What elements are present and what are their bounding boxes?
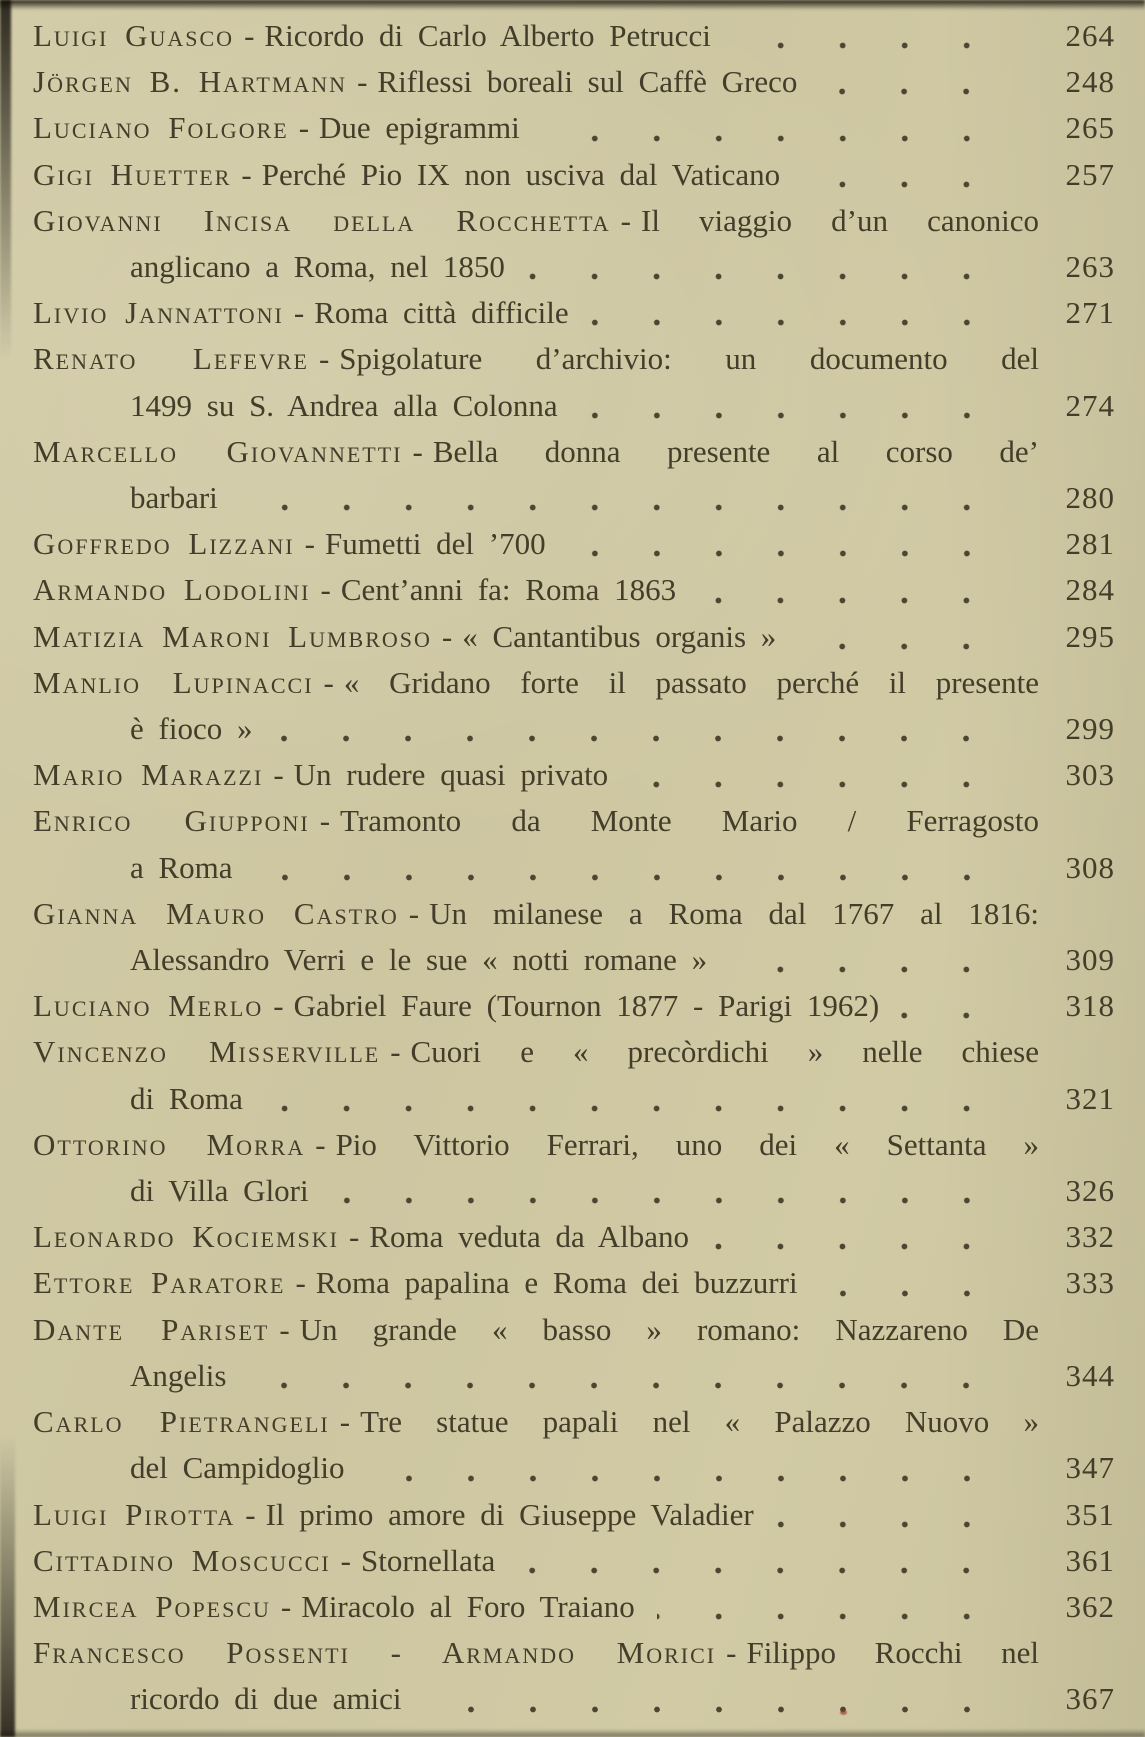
toc-entry bbox=[33, 798, 1115, 890]
entry-author: Ottorino Morra bbox=[33, 1126, 306, 1162]
entry-page-number: 308 bbox=[1065, 849, 1115, 885]
dot-leader bbox=[810, 1260, 1037, 1306]
entry-line-first bbox=[33, 152, 1115, 198]
entry-title: Pio Vittorio Ferrari, uno dei « Settanta » bbox=[335, 1126, 1040, 1162]
scan-edge-left-bottom bbox=[0, 1437, 15, 1737]
entry-separator: - bbox=[390, 1034, 401, 1070]
toc-entry bbox=[33, 983, 1115, 1029]
entry-title-continued: è fioco » bbox=[130, 711, 253, 747]
entry-author: Jörgen B. Hartmann bbox=[33, 64, 348, 100]
toc-entry bbox=[33, 13, 1115, 59]
entry-author: Armando Lodolini bbox=[33, 572, 311, 608]
table-of-contents bbox=[33, 13, 1115, 1723]
entry-author: Dante Pariset bbox=[33, 1311, 270, 1347]
entry-title-continued: Alessandro Verri e le sue « notti romane » bbox=[130, 942, 708, 978]
entry-line-first bbox=[33, 614, 1115, 660]
scan-edge-top bbox=[0, 0, 1145, 10]
entry-title-continued: anglicano a Roma, nel 1850 bbox=[130, 249, 505, 285]
entry-line-continuation bbox=[33, 845, 1115, 891]
entry-separator: - bbox=[298, 110, 310, 146]
entry-line-first bbox=[33, 521, 1115, 567]
entry-page-number: 303 bbox=[1065, 757, 1115, 793]
entry-title-continued: di Roma bbox=[130, 1080, 243, 1116]
entry-author: Giovanni Incisa della Rocchetta bbox=[33, 202, 611, 238]
entry-author: Matizia Maroni Lumbroso bbox=[33, 618, 432, 654]
entry-line-first bbox=[33, 13, 1115, 59]
entry-page-number: 274 bbox=[1065, 387, 1115, 423]
entry-page-number: 263 bbox=[1065, 249, 1115, 285]
entry-page-number: 347 bbox=[1065, 1450, 1115, 1486]
entry-page-number: 264 bbox=[1065, 18, 1115, 53]
toc-entry bbox=[33, 660, 1115, 752]
scan-edge-bottom bbox=[0, 1729, 1145, 1737]
dot-leader bbox=[532, 105, 1037, 151]
dot-leader bbox=[321, 1168, 1037, 1214]
toc-entry bbox=[33, 1399, 1115, 1491]
entry-line-continuation bbox=[33, 1353, 1115, 1399]
entry-author: Livio Jannattoni bbox=[33, 295, 284, 331]
entry-title: Due epigrammi bbox=[319, 110, 520, 146]
entry-title: Cuori e « precòrdichi » nelle chiese bbox=[410, 1034, 1039, 1070]
entry-page-number: 284 bbox=[1065, 572, 1115, 608]
entry-line-first bbox=[33, 1260, 1115, 1306]
entry-title: Un grande « basso » romano: Nazzareno De bbox=[299, 1311, 1040, 1347]
toc-entry bbox=[33, 1307, 1115, 1399]
dot-leader bbox=[245, 845, 1037, 891]
entry-line-continuation bbox=[33, 244, 1115, 290]
toc-entry bbox=[33, 891, 1115, 983]
entry-author: Mircea Popescu bbox=[33, 1588, 271, 1624]
toc-entry bbox=[33, 752, 1115, 798]
entry-separator: - bbox=[315, 1126, 326, 1162]
entry-title-continued: del Campidoglio bbox=[130, 1450, 345, 1486]
dot-leader bbox=[517, 244, 1037, 290]
entry-line-continuation bbox=[33, 1168, 1115, 1214]
entry-separator: - bbox=[348, 1219, 360, 1255]
entry-page-number: 344 bbox=[1065, 1357, 1115, 1393]
entry-title-continued: 1499 su S. Andrea alla Colonna bbox=[130, 387, 558, 423]
entry-line-first bbox=[33, 1122, 1115, 1168]
entry-separator: - bbox=[293, 295, 305, 331]
dot-leader bbox=[414, 1676, 1038, 1722]
entry-line-continuation bbox=[33, 1676, 1115, 1722]
entry-title: Filippo Rocchi nel bbox=[746, 1635, 1040, 1671]
toc-entry bbox=[33, 1214, 1115, 1260]
entry-line-first bbox=[33, 336, 1115, 382]
entry-title-continued: barbari bbox=[130, 480, 218, 516]
entry-title: Stornellata bbox=[361, 1542, 496, 1578]
toc-entry bbox=[33, 152, 1115, 198]
dot-leader bbox=[620, 752, 1037, 798]
entry-page-number: 367 bbox=[1065, 1681, 1115, 1717]
dot-leader bbox=[255, 1076, 1037, 1122]
entry-separator: - bbox=[357, 64, 368, 100]
entry-line-first bbox=[33, 59, 1115, 105]
toc-entry bbox=[33, 1584, 1115, 1630]
entry-separator: - bbox=[241, 156, 252, 192]
entry-separator: - bbox=[412, 433, 423, 469]
entry-title: Ricordo di Carlo Alberto Petrucci bbox=[264, 18, 711, 53]
toc-entry bbox=[33, 1260, 1115, 1306]
entry-title: Il viaggio d’un canonico bbox=[641, 202, 1039, 238]
entry-title: « Gridano forte il passato perché il presente bbox=[343, 664, 1039, 700]
entry-author: Gigi Huetter bbox=[33, 156, 232, 192]
toc-entry bbox=[33, 198, 1115, 290]
entry-title: Cent’anni fa: Roma 1863 bbox=[340, 572, 677, 608]
toc-entry bbox=[33, 1029, 1115, 1121]
entry-page-number: 332 bbox=[1065, 1219, 1115, 1255]
entry-line-first bbox=[33, 660, 1115, 706]
toc-entry bbox=[33, 567, 1115, 613]
dot-leader bbox=[792, 152, 1037, 198]
entry-page-number: 333 bbox=[1065, 1265, 1115, 1301]
entry-page-number: 362 bbox=[1065, 1588, 1115, 1624]
entry-title: Tramonto da Monte Mario / Ferragosto bbox=[340, 803, 1039, 839]
toc-entry bbox=[33, 336, 1115, 428]
entry-separator: - bbox=[726, 1635, 737, 1671]
entry-line-first bbox=[33, 1492, 1115, 1538]
entry-page-number: 265 bbox=[1065, 110, 1115, 146]
entry-page-number: 321 bbox=[1065, 1080, 1115, 1116]
entry-author: Vincenzo Misserville bbox=[33, 1034, 381, 1070]
entry-line-continuation bbox=[33, 706, 1115, 752]
dot-leader bbox=[230, 475, 1037, 521]
dot-leader bbox=[688, 567, 1037, 613]
entry-author: Carlo Pietrangeli bbox=[33, 1404, 330, 1440]
entry-line-first bbox=[33, 290, 1115, 336]
entry-line-first bbox=[33, 105, 1115, 151]
dot-leader bbox=[357, 1445, 1037, 1491]
entry-page-number: 318 bbox=[1065, 988, 1115, 1024]
entry-title-continued: ricordo di due amici bbox=[130, 1681, 402, 1717]
entry-author: Enrico Giupponi bbox=[33, 803, 310, 839]
entry-line-first bbox=[33, 1214, 1115, 1260]
entry-line-first bbox=[33, 798, 1115, 844]
entry-separator: - bbox=[273, 988, 284, 1024]
dot-leader bbox=[238, 1353, 1037, 1399]
entry-separator: - bbox=[279, 1311, 290, 1347]
entry-line-first bbox=[33, 1538, 1115, 1584]
dot-leader bbox=[558, 521, 1037, 567]
entry-line-first bbox=[33, 567, 1115, 613]
toc-entry bbox=[33, 521, 1115, 567]
entry-line-first bbox=[33, 983, 1115, 1029]
entry-title: Riflessi boreali sul Caffè Greco bbox=[377, 64, 798, 100]
entry-author: Goffredo Lizzani bbox=[33, 526, 295, 562]
toc-entry bbox=[33, 614, 1115, 660]
entry-title: Gabriel Faure (Tournon 1877 - Parigi 1962) bbox=[293, 988, 880, 1024]
entry-separator: - bbox=[304, 526, 315, 562]
dot-leader bbox=[507, 1538, 1037, 1584]
scan-edge-left-top bbox=[0, 0, 11, 360]
toc-entry bbox=[33, 429, 1115, 521]
entry-author: Manlio Lupinacci bbox=[33, 664, 314, 700]
entry-line-first bbox=[33, 1584, 1115, 1630]
entry-title: Spigolature d’archivio: un documento del bbox=[339, 341, 1039, 377]
entry-line-continuation bbox=[33, 475, 1115, 521]
toc-entry bbox=[33, 290, 1115, 336]
entry-line-first bbox=[33, 429, 1115, 475]
entry-line-first bbox=[33, 1029, 1115, 1075]
entry-title: Bella donna presente al corso de’ bbox=[432, 433, 1039, 469]
entry-title: Il primo amore di Giuseppe Valadier bbox=[265, 1496, 754, 1532]
entry-author: Renato Lefevre bbox=[33, 341, 309, 377]
toc-entry bbox=[33, 105, 1115, 151]
entry-separator: - bbox=[244, 18, 255, 53]
entry-title: Fumetti del ’700 bbox=[324, 526, 546, 562]
entry-title: Tre statue papali nel « Palazzo Nuovo » bbox=[360, 1404, 1039, 1440]
dot-leader bbox=[647, 1584, 1037, 1630]
entry-author: Marcello Giovannetti bbox=[33, 433, 403, 469]
entry-page-number: 257 bbox=[1065, 156, 1115, 192]
entry-page-number: 281 bbox=[1065, 526, 1115, 562]
entry-title: Perché Pio IX non usciva dal Vaticano bbox=[261, 156, 781, 192]
entry-author: Luciano Merlo bbox=[33, 988, 264, 1024]
toc-entry bbox=[33, 1630, 1115, 1722]
entry-page-number: 361 bbox=[1065, 1542, 1115, 1578]
entry-line-continuation bbox=[33, 1445, 1115, 1491]
dot-leader bbox=[891, 983, 1037, 1029]
entry-title-continued: di Villa Glori bbox=[130, 1173, 309, 1209]
entry-separator: - bbox=[319, 803, 331, 839]
dot-leader bbox=[809, 59, 1037, 105]
entry-page-number: 295 bbox=[1065, 618, 1115, 654]
entry-separator: - bbox=[620, 202, 631, 238]
dot-leader bbox=[766, 1492, 1037, 1538]
entry-author: Luciano Folgore bbox=[33, 110, 289, 146]
scan-speck bbox=[840, 1710, 847, 1715]
toc-entry bbox=[33, 1492, 1115, 1538]
entry-separator: - bbox=[323, 664, 334, 700]
entry-author: Leonardo Kociemski bbox=[33, 1219, 339, 1255]
entry-separator: - bbox=[441, 618, 453, 654]
dot-leader bbox=[723, 13, 1037, 59]
entry-line-first bbox=[33, 1399, 1115, 1445]
entry-line-first bbox=[33, 1630, 1115, 1676]
entry-page-number: 326 bbox=[1065, 1173, 1115, 1209]
entry-title: « Cantantibus organis » bbox=[462, 618, 777, 654]
dot-leader bbox=[581, 290, 1037, 336]
entry-title: Roma papalina e Roma dei buzzurri bbox=[315, 1265, 798, 1301]
entry-separator: - bbox=[408, 895, 420, 931]
entry-separator: - bbox=[340, 1542, 351, 1578]
entry-page-number: 280 bbox=[1065, 480, 1115, 516]
toc-entry bbox=[33, 1122, 1115, 1214]
dot-leader bbox=[788, 614, 1037, 660]
entry-line-continuation bbox=[33, 1076, 1115, 1122]
entry-line-continuation bbox=[33, 937, 1115, 983]
dot-leader bbox=[570, 383, 1037, 429]
entry-page-number: 299 bbox=[1065, 711, 1115, 747]
entry-line-first bbox=[33, 1307, 1115, 1353]
entry-separator: - bbox=[318, 341, 330, 377]
entry-separator: - bbox=[320, 572, 331, 608]
entry-author: Luigi Pirotta bbox=[33, 1496, 236, 1532]
toc-entry bbox=[33, 1538, 1115, 1584]
entry-author: Ettore Paratore bbox=[33, 1265, 286, 1301]
entry-title: Miracolo al Foro Traiano bbox=[301, 1588, 635, 1624]
entry-separator: - bbox=[280, 1588, 292, 1624]
entry-title: Un rudere quasi privato bbox=[293, 757, 609, 793]
dot-leader bbox=[719, 937, 1037, 983]
entry-author: Luigi Guasco bbox=[33, 18, 235, 53]
toc-entry bbox=[33, 59, 1115, 105]
entry-page-number: 309 bbox=[1065, 942, 1115, 978]
entry-page-number: 351 bbox=[1065, 1496, 1115, 1532]
entry-title: Roma veduta da Albano bbox=[369, 1219, 690, 1255]
entry-author: Cittadino Moscucci bbox=[33, 1542, 331, 1578]
dot-leader bbox=[264, 706, 1037, 752]
entry-line-first bbox=[33, 891, 1115, 937]
entry-line-continuation bbox=[33, 383, 1115, 429]
entry-line-first bbox=[33, 198, 1115, 244]
dot-leader bbox=[701, 1214, 1037, 1260]
entry-author: Francesco Possenti - Armando Morici bbox=[33, 1635, 717, 1671]
entry-separator: - bbox=[245, 1496, 256, 1532]
entry-separator: - bbox=[339, 1404, 351, 1440]
entry-author: Gianna Mauro Castro bbox=[33, 895, 399, 931]
entry-separator: - bbox=[295, 1265, 306, 1301]
entry-title-continued: Angelis bbox=[130, 1357, 227, 1393]
entry-page-number: 248 bbox=[1065, 64, 1115, 100]
entry-page-number: 271 bbox=[1065, 295, 1115, 331]
entry-title: Un milanese a Roma dal 1767 al 1816: bbox=[429, 895, 1040, 931]
entry-title-continued: a Roma bbox=[130, 849, 233, 885]
entry-author: Mario Marazzi bbox=[33, 757, 264, 793]
entry-title: Roma città difficile bbox=[314, 295, 569, 331]
entry-separator: - bbox=[273, 757, 284, 793]
entry-line-first bbox=[33, 752, 1115, 798]
